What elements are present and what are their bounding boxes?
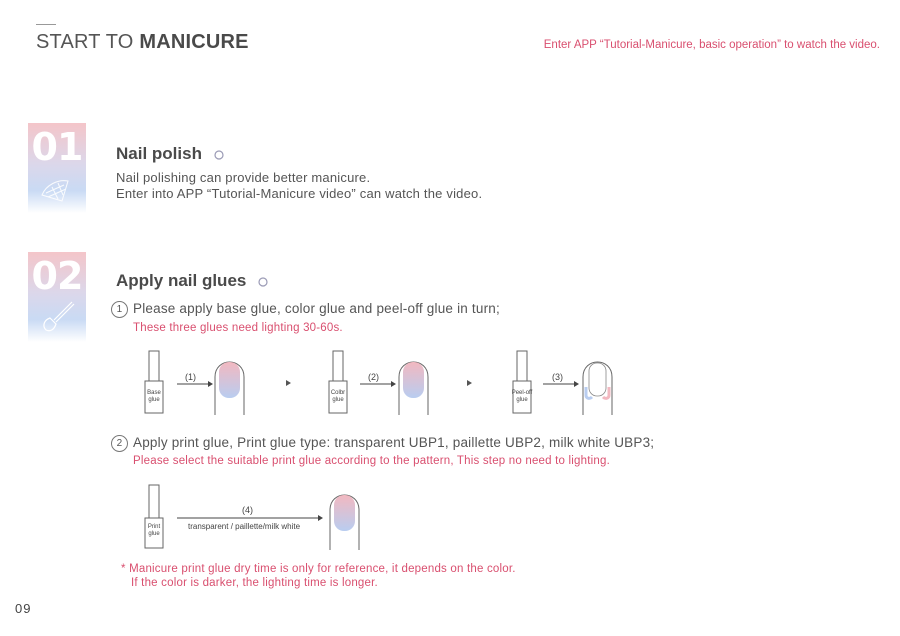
step-2-note: Please select the suitable print glue according to the pattern, This step no need to lighting. <box>133 455 610 467</box>
nail-pattern-icon <box>28 123 86 213</box>
page-number: 09 <box>15 601 32 616</box>
section-1-title-text: Nail polish <box>116 144 202 163</box>
section-2-number-block <box>28 252 86 342</box>
step-1-text: Please apply base glue, color glue and peel-off glue in turn; <box>133 301 500 316</box>
step-label-4: (4) <box>242 505 253 515</box>
footnote-line-1: * Manicure print glue dry time is only for reference, it depends on the color. <box>121 563 516 575</box>
next-arrowhead-icon <box>467 380 472 386</box>
section-1-line-2: Enter into APP “Tutorial-Manicure video” can watch the video. <box>116 186 483 201</box>
footnote-line-2: If the color is darker, the lighting time is longer. <box>131 577 378 589</box>
print-glue-flow-diagram <box>140 480 380 555</box>
header-note: Enter APP “Tutorial-Manicure, basic operation” to watch the video. <box>543 39 880 51</box>
print-glue-label: Print glue <box>147 524 161 537</box>
title-decoration-icon <box>257 276 367 288</box>
section-2-title-text: Apply nail glues <box>116 271 247 290</box>
next-arrowhead-icon <box>286 380 291 386</box>
section-1-title <box>116 144 323 164</box>
print-glue-bottle-icon <box>145 485 163 548</box>
peel-off-glue-label: Peel-off glue <box>511 390 533 403</box>
base-glue-label: Base glue <box>147 390 161 403</box>
arrow-icon <box>177 515 323 521</box>
section-1-line-1: Nail polishing can provide better manicure. <box>116 170 371 185</box>
page-title-bold: MANICURE <box>139 31 249 53</box>
title-rule <box>36 24 56 25</box>
print-glue-types: transparent / paillette/milk white <box>188 522 301 531</box>
brush-icon <box>28 252 86 342</box>
colored-nail-icon <box>215 362 244 415</box>
colored-nail-icon <box>399 362 428 415</box>
step-label-2: (2) <box>368 372 379 382</box>
section-2-number: 02 <box>31 254 83 298</box>
section-1-number: 01 <box>31 125 83 169</box>
section-2-title <box>116 271 367 291</box>
colored-nail-icon <box>330 495 359 550</box>
color-glue-label: Colbr glue <box>330 390 346 403</box>
glue-flow-diagram <box>140 345 640 425</box>
step-2-line <box>111 435 654 452</box>
step-2-marker: 2 <box>111 435 128 452</box>
step-1-note: These three glues need lighting 30-60s. <box>133 322 343 334</box>
step-1-line <box>111 301 500 318</box>
title-decoration-icon <box>213 149 323 161</box>
step-1-marker: 1 <box>111 301 128 318</box>
section-1-number-block <box>28 123 86 213</box>
page-title <box>36 31 249 54</box>
step-label-3: (3) <box>552 372 563 382</box>
step-label-1: (1) <box>185 372 196 382</box>
page-title-light: START TO <box>36 31 140 53</box>
step-2-text: Apply print glue, Print glue type: transparent UBP1, paillette UBP2, milk white UBP3; <box>133 435 655 450</box>
peel-off-nail-icon <box>583 362 612 415</box>
